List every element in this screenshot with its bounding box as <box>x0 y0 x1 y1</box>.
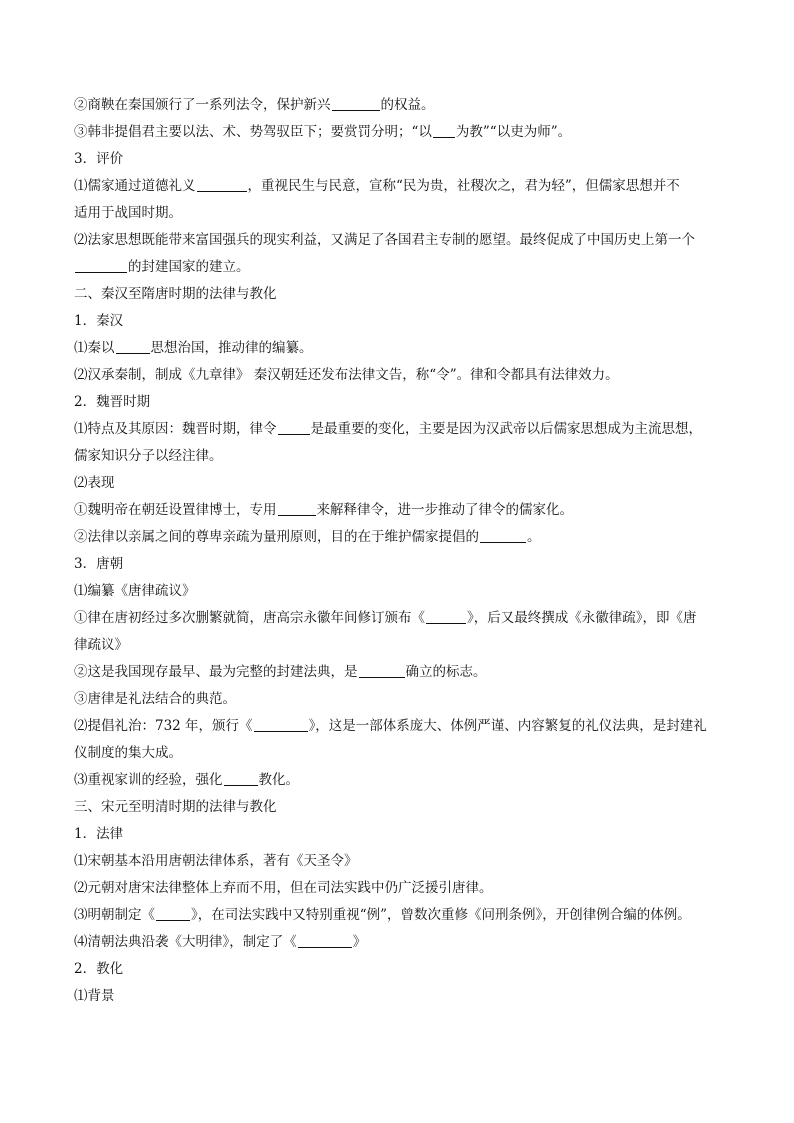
text-segment: ⑴特点及其原因：魏晋时期，律令 <box>74 421 277 437</box>
fill-in-blank <box>197 176 247 192</box>
text-segment: 教化。 <box>258 772 299 788</box>
text-segment: ①律在唐初经过多次删繁就简，唐高宗永徽年间修订颁布《 <box>74 610 425 626</box>
text-segment: ⑴编纂《唐律疏议》 <box>74 583 196 599</box>
text-line <box>74 713 724 740</box>
text-segment: ②这是我国现存最早、最为完整的封建法典，是 <box>74 664 358 680</box>
fill-in-blank <box>224 770 258 786</box>
fill-in-blank <box>156 905 190 921</box>
text-segment: ⑴宋朝基本沿用唐朝法律体系，著有《天圣令》 <box>74 853 358 869</box>
text-line <box>74 875 724 902</box>
fill-in-blank <box>278 419 310 435</box>
text-segment: ①魏明帝在朝廷设置律博士，专用 <box>74 502 277 518</box>
text-line <box>74 686 724 713</box>
fill-in-blank <box>116 338 150 354</box>
text-segment: ③韩非提倡君主要以法、术、势驾驭臣下；要赏罚分明；“以 <box>74 124 432 140</box>
text-line <box>74 767 724 794</box>
text-segment: 3．评价 <box>74 151 124 167</box>
text-segment: 三、宋元至明清时期的法律与教化 <box>74 799 277 815</box>
text-segment: 》，这是一部体系庞大、体例严谨、内容繁复的礼仪法典，是封建礼 <box>308 718 707 734</box>
fill-in-blank <box>480 527 526 543</box>
fill-in-blank <box>359 662 405 678</box>
text-segment: ⑶明朝制定《 <box>74 907 155 923</box>
text-line <box>74 929 724 956</box>
text-line <box>74 362 724 389</box>
text-line <box>74 848 724 875</box>
fill-in-blank <box>332 95 380 111</box>
text-segment: ，重视民生与民意，宣称“民为贵，社稷次之，君为轻”，但儒家思想并不 <box>247 178 680 194</box>
text-segment: 》 <box>352 934 367 950</box>
text-line <box>74 254 724 281</box>
text-segment: ⑵表现 <box>74 475 115 491</box>
text-segment: ⑵元朝对唐宋法律整体上弃而不用，但在司法实践中仍广泛援引唐律。 <box>74 880 493 896</box>
text-line <box>74 497 724 524</box>
text-segment: ⑶重视家训的经验，强化 <box>74 772 223 788</box>
text-segment: ⑴秦以 <box>74 340 115 356</box>
text-line <box>74 632 724 659</box>
text-segment: 确立的标志。 <box>405 664 487 680</box>
text-line <box>74 119 724 146</box>
text-segment: 》，后又最终撰成《永徽律疏》，即《唐 <box>467 610 697 626</box>
fill-in-blank <box>75 257 127 273</box>
text-line <box>74 794 724 821</box>
text-segment: ③唐律是礼法结合的典范。 <box>74 691 236 707</box>
text-line <box>74 956 724 983</box>
text-segment: ⑴背景 <box>74 988 115 1004</box>
text-segment: ②商鞅在秦国颁行了一系列法令，保护新兴 <box>74 97 331 113</box>
fill-in-blank <box>254 716 308 732</box>
text-segment: ⑵汉承秦制，制成《九章律》 秦汉朝廷还发布法律文告，称“令”。律和令都具有法律效力。 <box>74 367 619 383</box>
document-body <box>74 92 724 1010</box>
text-line <box>74 335 724 362</box>
text-segment: ⑷清朝法典沿袭《大明律》，制定了《 <box>74 934 297 950</box>
text-segment: 的权益。 <box>380 97 435 113</box>
text-segment: ⑵法家思想既能带来富国强兵的现实利益，又满足了各国君主专制的愿望。最终促成了中国历史上第一个 <box>74 232 695 248</box>
text-line <box>74 524 724 551</box>
text-segment: ⑵提倡礼治：732 年，颁行《 <box>74 718 253 734</box>
text-segment: 》，在司法实践中又特别重视“例”，曾数次重修《问刑条例》，开创律例合编的体例。 <box>191 907 691 923</box>
fill-in-blank <box>278 500 316 516</box>
text-line <box>74 659 724 686</box>
text-segment: 律疏议》 <box>74 637 128 653</box>
text-segment: 2．教化 <box>74 961 124 977</box>
text-line <box>74 200 724 227</box>
text-segment: ②法律以亲属之间的尊卑亲疏为量刑原则，目的在于维护儒家提倡的 <box>74 529 479 545</box>
text-line <box>74 173 724 200</box>
text-segment: 二、秦汉至隋唐时期的法律与教化 <box>74 286 277 302</box>
text-segment: 的封建国家的建立。 <box>128 259 250 275</box>
text-segment: 3．唐朝 <box>74 556 124 572</box>
text-segment: 适用于战国时期。 <box>74 205 182 221</box>
text-line <box>74 605 724 632</box>
text-line <box>74 821 724 848</box>
text-segment: 是最重要的变化，主要是因为汉武帝以后儒家思想成为主流思想， <box>310 421 702 437</box>
text-line <box>74 443 724 470</box>
fill-in-blank <box>298 932 352 948</box>
text-line <box>74 578 724 605</box>
text-line <box>74 146 724 173</box>
text-line <box>74 470 724 497</box>
text-line <box>74 902 724 929</box>
fill-in-blank <box>433 122 455 138</box>
fill-in-blank <box>426 608 466 624</box>
text-segment: 儒家知识分子以经注律。 <box>74 448 223 464</box>
text-segment: 思想治国，推动律的编纂。 <box>150 340 313 356</box>
text-line <box>74 551 724 578</box>
text-segment: 2．魏晋时期 <box>74 394 151 410</box>
text-segment: ⑴儒家通过道德礼义 <box>74 178 196 194</box>
text-line <box>74 281 724 308</box>
text-line <box>74 416 724 443</box>
text-segment: 1．秦汉 <box>74 313 124 329</box>
text-line <box>74 308 724 335</box>
text-segment: 仪制度的集大成。 <box>74 745 182 761</box>
text-line <box>74 389 724 416</box>
text-line <box>74 740 724 767</box>
text-line <box>74 983 724 1010</box>
text-segment: 来解释律令，进一步推动了律令的儒家化。 <box>316 502 573 518</box>
text-line <box>74 92 724 119</box>
text-segment: 为教”“以吏为师”。 <box>455 124 572 140</box>
text-segment: 1．法律 <box>74 826 124 842</box>
text-segment: 。 <box>527 529 541 545</box>
text-line <box>74 227 724 254</box>
